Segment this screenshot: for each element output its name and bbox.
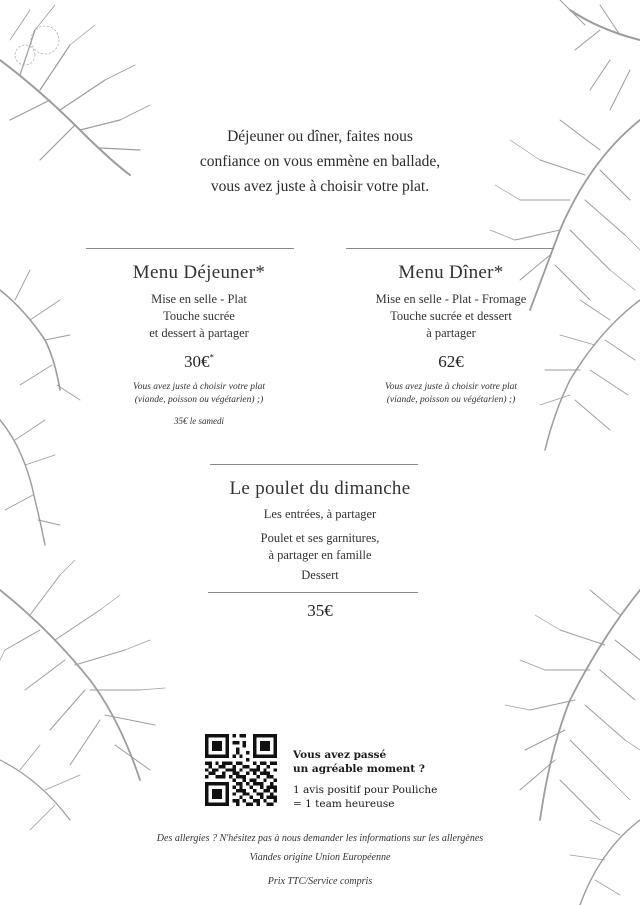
divider — [208, 592, 418, 593]
intro-line: confiance on vous emmène en ballade, — [199, 153, 441, 170]
divider — [210, 464, 418, 465]
sunday-item-line: à partager en famille — [268, 548, 372, 562]
feedback-block — [293, 748, 437, 811]
sunday-price: 35€ — [307, 601, 333, 620]
divider — [346, 248, 554, 249]
sunday-item-line: Poulet et ses garnitures, — [260, 531, 380, 545]
saturday-price-note: 35€ le samedi — [174, 416, 224, 426]
lunch-desc-line: Mise en selle - Plat — [151, 292, 247, 306]
meat-origin-notice: Viandes origine Union Européenne — [249, 852, 391, 863]
dinner-note-line: Vous avez juste à choisir votre plat — [384, 382, 518, 392]
lunch-title: Menu Déjeuner* — [132, 262, 266, 283]
dinner-note-line: (viande, poisson ou végétarien) ;) — [386, 395, 516, 405]
lunch-price-mark: * — [209, 352, 214, 363]
lunch-menu — [88, 262, 310, 426]
sunday-item: Les entrées, à partager — [263, 507, 377, 521]
dinner-note — [340, 381, 562, 407]
feedback-line: = 1 team heureuse — [293, 798, 395, 810]
dinner-title: Menu Dîner* — [398, 262, 504, 283]
lunch-description — [88, 291, 310, 342]
lunch-note-line: Vous avez juste à choisir votre plat — [132, 382, 266, 392]
dinner-price: 62€ — [438, 352, 464, 371]
feedback-line: 1 avis positif pour Pouliche — [293, 784, 438, 796]
dinner-menu — [340, 262, 562, 407]
dinner-description — [340, 291, 562, 342]
lunch-price — [88, 352, 310, 372]
dinner-desc-line: à partager — [426, 326, 476, 340]
intro-line: Déjeuner ou dîner, faites nous — [227, 128, 413, 145]
sunday-menu — [170, 478, 470, 584]
qr-code-icon[interactable] — [205, 734, 277, 806]
sunday-item: Dessert — [301, 568, 339, 582]
sunday-title: Le poulet du dimanche — [229, 478, 411, 499]
price-notice: Prix TTC/Service compris — [267, 876, 373, 887]
allergy-notice: Des allergies ? N'hésitez pas à nous demander les informations sur les allergènes — [156, 833, 484, 844]
lunch-desc-line: et dessert à partager — [149, 326, 249, 340]
sunday-item — [170, 530, 470, 564]
lunch-note-line: (viande, poisson ou végétarien) ;) — [134, 395, 264, 405]
intro-line: vous avez juste à choisir votre plat. — [210, 178, 430, 195]
dinner-desc-line: Mise en selle - Plat - Fromage — [375, 292, 527, 306]
divider — [86, 248, 294, 249]
feedback-question: Vous avez passé — [293, 749, 387, 761]
lunch-desc-line: Touche sucrée — [163, 309, 235, 323]
dinner-desc-line: Touche sucrée et dessert — [390, 309, 512, 323]
intro-text — [0, 124, 640, 199]
feedback-question: un agréable moment ? — [293, 763, 425, 775]
lunch-note — [88, 381, 310, 407]
lunch-price-value: 30€ — [184, 352, 210, 371]
